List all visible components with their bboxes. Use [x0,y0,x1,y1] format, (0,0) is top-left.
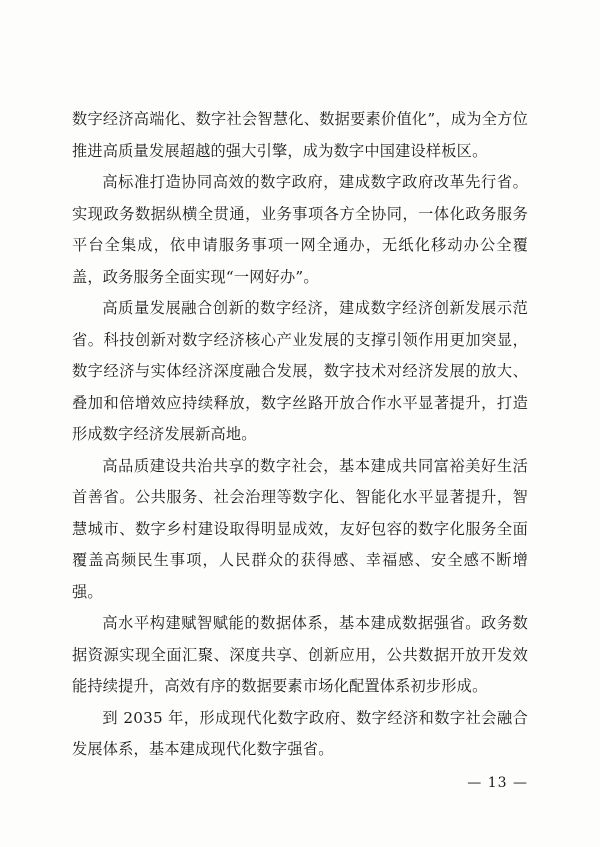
page-number: — 13 — [467,775,528,791]
paragraph-2: 高标准打造协同高效的数字政府，建成数字政府改革先行省。实现政务数据纵横全贯通，业务事项各方全协同，一体化政务服务平台全集成，依申请服务事项一网全通办，无纸化移动办公全覆盖，政务服务全面实现“一网好办”。 [72,173,528,286]
paragraph-5: 高水平构建赋智赋能的数据体系，基本建成数据强省。政务数据资源实现全面汇聚、深度共享、创新应用，公共数据开放开发效能持续提升，高效有序的数据要素市场化配置体系初步形成。 [72,614,528,695]
paragraph-1: 数字经济高端化、数字社会智慧化、数据要素价值化”，成为全方位推进高质量发展超越的强大引擎，成为数字中国建设样板区。 [72,110,528,160]
page-body [72,104,528,766]
paragraph-6: 到 2035 年，形成现代化数字政府、数字经济和数字社会融合发展体系，基本建成现代化数字强省。 [72,708,528,758]
paragraph-4: 高品质建设共治共享的数字社会，基本建成共同富裕美好生活首善省。公共服务、社会治理等数字化、智能化水平显著提升，智慧城市、数字乡村建设取得明显成效，友好包容的数字化服务全面覆盖高频民生事项，人民群众的获得感、幸福感、安全感不断增强。 [72,456,528,601]
paragraph-3: 高质量发展融合创新的数字经济，建成数字经济创新发展示范省。科技创新对数字经济核心产业发展的支撑引领作用更加突显，数字经济与实体经济深度融合发展，数字技术对经济发展的放大、叠加和倍增效应持续释放，数字丝路开放合作水平显著提升，打造形成数字经济发展新高地。 [72,299,528,443]
